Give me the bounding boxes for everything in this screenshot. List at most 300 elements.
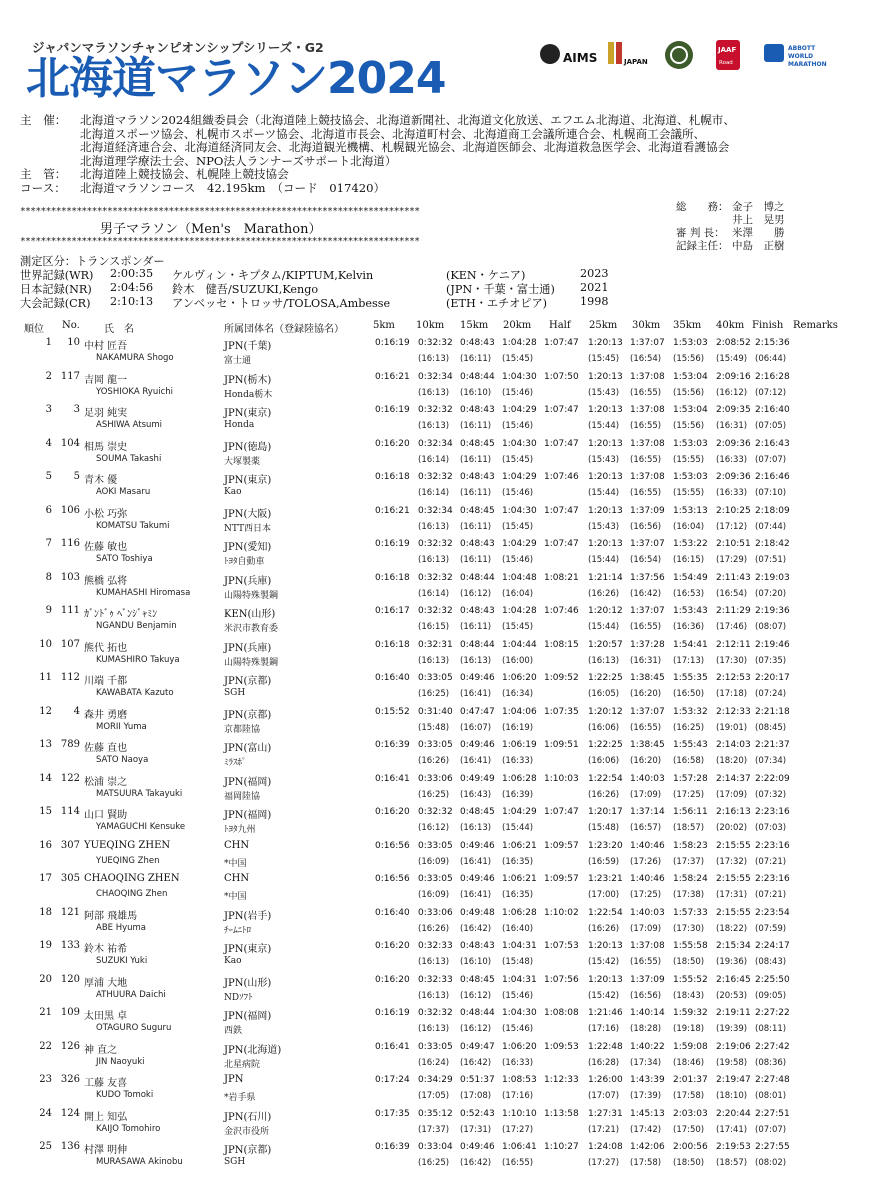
result-affiliation: JPN(東京) <box>224 944 272 955</box>
result-split: 0:33:06 <box>418 907 453 918</box>
result-lap: (16:14) <box>418 454 450 465</box>
result-romaji: KUMASHIRO Takuya <box>96 654 180 665</box>
aims-logo <box>540 44 597 65</box>
result-split: 2:09:36 <box>716 472 751 482</box>
record-time: 2:00:35 <box>110 267 154 280</box>
result-lap: (16:26) <box>418 923 450 934</box>
result-split: 1:40:22 <box>630 1041 665 1052</box>
result-lap: (16:15) <box>673 555 705 565</box>
result-romaji: OTAGURO Suguru <box>96 1023 172 1033</box>
result-split: 1:04:31 <box>502 974 537 985</box>
result-lap: (08:36) <box>755 1057 787 1068</box>
result-lap: (17:21) <box>588 1124 620 1135</box>
result-split: 1:57:28 <box>673 773 708 784</box>
result-lap: (16:13) <box>418 555 450 565</box>
result-split: 0:16:39 <box>375 1142 410 1152</box>
result-lap: (15:56) <box>673 354 705 364</box>
result-affiliation: CHN <box>224 873 250 884</box>
result-team: NTT西日本 <box>224 523 272 534</box>
result-lap: (17:29) <box>716 555 748 565</box>
column-header: No. <box>62 320 80 331</box>
result-rank: 17 <box>39 873 52 884</box>
result-name: 佐藤 敏也 <box>84 542 128 553</box>
result-lap: (07:07) <box>755 1124 787 1135</box>
result-lap: (17:25) <box>630 890 662 900</box>
result-split: 1:20:57 <box>588 639 623 650</box>
management-label: 主 管： <box>20 167 67 181</box>
result-split: 1:04:30 <box>502 505 537 516</box>
result-bib: 124 <box>60 1107 80 1119</box>
result-split: 2:20:17 <box>755 673 790 683</box>
column-header: 25km <box>589 320 618 331</box>
result-split: 1:24:08 <box>588 1142 623 1152</box>
result-split: 2:15:55 <box>716 907 751 918</box>
result-lap: (15:48) <box>588 823 620 833</box>
result-team: ﾄﾖﾀ自動車 <box>224 557 265 567</box>
result-affiliation: JPN(京都) <box>224 676 272 687</box>
result-bib: 326 <box>60 1074 80 1085</box>
result-split: 0:32:32 <box>418 572 453 583</box>
result-lap: (18:50) <box>673 957 705 967</box>
result-bib: 111 <box>60 605 80 616</box>
result-lap: (16:11) <box>460 622 492 632</box>
result-lap: (16:55) <box>630 488 662 498</box>
result-split: 0:33:05 <box>418 740 453 750</box>
result-lap: (15:42) <box>588 990 620 1001</box>
result-lap: (15:45) <box>588 354 620 364</box>
result-bib: 3 <box>73 404 80 415</box>
result-split: 0:16:56 <box>375 874 410 884</box>
result-split: 1:55:52 <box>673 974 708 985</box>
management-value: 北海道陸上競技協会、札幌陸上競技協会 <box>80 167 289 181</box>
result-lap: (07:21) <box>755 856 787 867</box>
result-lap: (16:05) <box>588 689 620 699</box>
result-split: 0:51:37 <box>460 1075 495 1085</box>
result-split: 2:01:37 <box>673 1075 708 1085</box>
result-bib: 305 <box>60 873 80 884</box>
result-split: 1:23:20 <box>588 840 623 851</box>
result-split: 2:15:55 <box>716 874 751 884</box>
result-split: 0:16:21 <box>375 371 410 382</box>
result-lap: (16:55) <box>630 387 662 398</box>
result-lap: (06:44) <box>755 354 787 364</box>
result-lap: (15:45) <box>502 622 534 632</box>
result-lap: (16:26) <box>588 923 620 934</box>
result-split: 2:27:22 <box>755 1008 790 1018</box>
result-split: 1:08:21 <box>544 572 579 583</box>
result-lap: (16:35) <box>502 890 534 900</box>
result-split: 1:37:08 <box>630 472 665 482</box>
logo-strip <box>538 38 858 74</box>
result-lap: (18:20) <box>716 756 748 766</box>
result-bib: 126 <box>60 1040 80 1052</box>
result-lap: (20:02) <box>716 823 748 833</box>
result-split: 1:20:13 <box>588 405 623 415</box>
result-romaji: NAKAMURA Shogo <box>96 353 174 363</box>
result-lap: (07:34) <box>755 756 787 766</box>
result-split: 1:04:30 <box>502 438 537 449</box>
result-name: 川端 千都 <box>84 676 128 687</box>
result-lap: (15:55) <box>673 454 705 465</box>
record-year: 2023 <box>580 267 609 280</box>
result-split: 2:14:37 <box>716 773 751 784</box>
result-split: 2:21:18 <box>755 706 790 717</box>
result-lap: (15:44) <box>588 488 620 498</box>
result-split: 1:06:21 <box>502 874 537 884</box>
result-lap: (16:39) <box>502 789 534 800</box>
result-split: 1:09:57 <box>544 840 579 851</box>
result-rank: 6 <box>45 504 52 516</box>
result-split: 1:38:45 <box>630 740 665 750</box>
host-line-4: 北海道理学療法士会、NPO法人ランナーズサポート北海道） <box>80 153 397 168</box>
result-affiliation: JPN(大阪) <box>224 508 272 520</box>
result-split: 2:19:06 <box>716 1041 751 1052</box>
record-time: 2:10:13 <box>110 295 154 308</box>
result-split: 0:32:32 <box>418 807 453 817</box>
result-split: 0:48:43 <box>460 539 495 549</box>
result-split: 2:09:16 <box>716 371 751 382</box>
record-country: (KEN・ケニア) <box>446 269 526 282</box>
result-rank: 9 <box>45 605 52 616</box>
result-name: 相馬 崇史 <box>84 441 128 453</box>
result-split: 1:09:57 <box>544 874 579 884</box>
result-lap: (16:10) <box>460 957 492 967</box>
result-split: 0:16:20 <box>375 438 410 449</box>
record-country: (ETH・エチオピア) <box>446 297 548 310</box>
result-split: 1:08:53 <box>502 1075 537 1085</box>
result-lap: (16:31) <box>716 421 748 431</box>
result-split: 2:19:11 <box>716 1008 751 1018</box>
result-lap: (18:28) <box>630 1024 662 1034</box>
result-lap: (16:00) <box>502 655 534 666</box>
result-split: 0:48:45 <box>460 505 495 516</box>
result-lap: (16:13) <box>418 521 450 532</box>
result-team: 西鉄 <box>224 1026 243 1036</box>
result-split: 0:47:47 <box>460 706 495 717</box>
result-lap: (17:50) <box>673 1124 705 1135</box>
result-bib: 5 <box>73 471 80 482</box>
result-lap: (19:01) <box>716 722 748 733</box>
result-name: 工藤 友喜 <box>84 1078 128 1089</box>
column-header: Half <box>549 320 571 331</box>
result-split: 0:49:47 <box>460 1041 495 1052</box>
official-name: 井上 晃男 <box>732 214 785 226</box>
result-lap: (16:13) <box>418 957 450 967</box>
column-header: Finish <box>752 320 784 331</box>
result-split: 0:32:34 <box>418 438 453 449</box>
result-lap: (08:45) <box>755 722 787 733</box>
result-lap: (16:57) <box>630 823 662 833</box>
result-split: 1:22:54 <box>588 907 623 918</box>
column-header: 15km <box>460 320 489 331</box>
result-bib: 117 <box>60 370 80 382</box>
result-split: 0:16:17 <box>375 606 410 616</box>
result-team: SGH <box>224 688 246 698</box>
result-split: 1:45:13 <box>630 1108 665 1119</box>
result-split: 0:48:45 <box>460 438 495 449</box>
result-split: 0:35:12 <box>418 1108 453 1119</box>
result-lap: (16:24) <box>418 1057 450 1068</box>
result-split: 1:40:14 <box>630 1008 665 1018</box>
result-lap: (15:45) <box>502 454 534 465</box>
result-split: 0:16:18 <box>375 572 410 583</box>
result-split: 1:07:35 <box>544 706 579 717</box>
result-lap: (08:11) <box>755 1024 787 1034</box>
svg-text:AIMS: AIMS <box>563 51 598 65</box>
result-romaji: YAMAGUCHI Kensuke <box>96 822 186 832</box>
result-split: 2:18:42 <box>755 539 790 549</box>
result-split: 2:09:36 <box>716 438 751 449</box>
result-lap: (16:13) <box>588 655 620 666</box>
result-split: 0:33:05 <box>418 1041 453 1052</box>
result-split: 0:32:32 <box>418 1008 453 1018</box>
result-split: 0:32:32 <box>418 338 453 348</box>
result-lap: (17:09) <box>716 789 748 800</box>
result-rank: 2 <box>45 370 52 382</box>
result-split: 2:16:46 <box>755 472 790 482</box>
result-split: 1:04:28 <box>502 338 537 348</box>
result-lap: (16:20) <box>630 756 662 766</box>
result-split: 1:04:06 <box>502 706 537 717</box>
result-split: 1:07:47 <box>544 338 579 348</box>
result-bib: 4 <box>73 705 80 717</box>
official-role: 記録主任： <box>676 240 729 252</box>
result-lap: (16:36) <box>673 622 705 632</box>
result-lap: (16:12) <box>418 823 450 833</box>
result-split: 0:48:45 <box>460 974 495 985</box>
result-split: 1:40:46 <box>630 874 665 884</box>
result-split: 1:37:09 <box>630 505 665 516</box>
result-split: 2:23:16 <box>755 840 790 851</box>
result-lap: (09:05) <box>755 990 787 1001</box>
result-split: 0:16:41 <box>375 773 410 784</box>
result-split: 1:37:08 <box>630 405 665 415</box>
record-label: 大会記録(CR) <box>20 297 91 310</box>
result-rank: 14 <box>39 772 52 784</box>
result-split: 0:48:43 <box>460 405 495 415</box>
result-romaji: MURASAWA Akinobu <box>96 1157 183 1167</box>
result-split: 2:27:55 <box>755 1142 790 1152</box>
result-romaji: ABE Hyuma <box>96 922 147 933</box>
race-title: 男子マラソン（Men's Marathon） <box>100 222 322 237</box>
result-lap: (15:55) <box>673 488 705 498</box>
result-split: 2:09:35 <box>716 405 751 415</box>
result-name: 神 直之 <box>84 1044 118 1056</box>
result-team: Honda栃木 <box>224 389 273 400</box>
result-lap: (16:25) <box>673 722 705 733</box>
result-split: 1:07:47 <box>544 539 579 549</box>
result-split: 1:57:33 <box>673 907 708 918</box>
result-lap: (16:12) <box>716 387 748 398</box>
result-split: 2:19:36 <box>755 606 790 616</box>
result-lap: (17:37) <box>418 1124 450 1135</box>
result-affiliation: JPN(山形) <box>224 977 272 989</box>
result-split: 1:10:02 <box>544 907 579 918</box>
result-split: 0:34:29 <box>418 1075 453 1085</box>
result-affiliation: JPN(徳島) <box>224 441 272 453</box>
result-lap: (16:19) <box>502 722 534 733</box>
result-lap: (08:02) <box>755 1158 787 1168</box>
result-split: 2:11:29 <box>716 606 751 616</box>
result-lap: (16:25) <box>418 689 450 699</box>
column-header: 30km <box>632 320 661 331</box>
result-lap: (17:05) <box>418 1091 450 1101</box>
result-split: 0:17:35 <box>375 1108 410 1119</box>
result-lap: (15:56) <box>673 421 705 431</box>
result-affiliation: JPN(京都) <box>224 1145 272 1156</box>
result-split: 0:32:32 <box>418 472 453 482</box>
result-rank: 15 <box>39 806 52 817</box>
result-split: 1:04:29 <box>502 472 537 482</box>
result-split: 0:49:49 <box>460 773 495 784</box>
result-split: 1:55:58 <box>673 941 708 951</box>
result-team: 北星病院 <box>224 1059 261 1070</box>
result-split: 2:27:48 <box>755 1075 790 1085</box>
result-lap: (15:42) <box>588 957 620 967</box>
result-lap: (16:12) <box>460 990 492 1001</box>
result-lap: (15:45) <box>502 354 534 364</box>
result-lap: (19:36) <box>716 957 748 967</box>
result-lap: (17:16) <box>502 1091 534 1101</box>
divider-stars-top: ****************************************************************************** <box>20 206 420 217</box>
result-lap: (16:11) <box>460 421 492 431</box>
result-lap: (15:48) <box>502 957 534 967</box>
result-split: 0:32:32 <box>418 539 453 549</box>
result-rank: 21 <box>39 1007 52 1018</box>
result-split: 2:27:51 <box>755 1108 790 1119</box>
result-split: 1:26:00 <box>588 1075 623 1085</box>
result-split: 0:33:04 <box>418 1142 453 1152</box>
result-split: 1:07:46 <box>544 606 579 616</box>
japan-logo <box>608 42 648 66</box>
result-team: Kao <box>224 956 242 966</box>
result-lap: (16:43) <box>460 789 492 800</box>
result-affiliation: JPN(東京) <box>224 408 272 419</box>
result-lap: (07:20) <box>755 588 787 599</box>
result-split: 1:20:13 <box>588 472 623 482</box>
result-lap: (17:46) <box>716 622 748 632</box>
official-name: 中島 正樹 <box>732 240 785 252</box>
result-split: 2:23:16 <box>755 807 790 817</box>
result-lap: (16:41) <box>460 756 492 766</box>
result-split: 2:21:37 <box>755 740 790 750</box>
result-split: 2:16:45 <box>716 974 751 985</box>
result-lap: (18:22) <box>716 923 748 934</box>
result-lap: (17:07) <box>588 1091 620 1101</box>
result-affiliation: JPN(福岡) <box>224 776 272 788</box>
result-romaji: MATSUURA Takayuki <box>96 788 183 799</box>
record-holder: 鈴木 健吾/SUZUKI,Kengo <box>172 283 319 296</box>
result-affiliation: JPN(兵庫) <box>224 642 272 654</box>
result-split: 1:20:12 <box>588 606 623 616</box>
result-split: 2:25:50 <box>755 974 790 985</box>
result-lap: (16:13) <box>418 990 450 1001</box>
result-lap: (16:58) <box>673 756 705 766</box>
result-split: 1:55:43 <box>673 740 708 750</box>
result-lap: (17:39) <box>630 1091 662 1101</box>
result-split: 1:53:13 <box>673 505 708 516</box>
result-rank: 8 <box>45 571 52 583</box>
result-split: 1:04:31 <box>502 941 537 951</box>
result-lap: (16:12) <box>460 1024 492 1034</box>
record-label: 日本記録(NR) <box>20 283 92 296</box>
result-bib: 307 <box>60 839 80 851</box>
result-rank: 20 <box>39 973 52 985</box>
result-rank: 7 <box>45 538 52 549</box>
result-split: 1:55:35 <box>673 673 708 683</box>
result-split: 1:10:27 <box>544 1142 579 1152</box>
result-split: 0:16:20 <box>375 807 410 817</box>
host-line-3: 北海道経済連合会、北海道経済同友会、北海道観光機構、札幌観光協会、北海道医師会、北海道救急医学会、北海道看護協会 <box>80 140 730 154</box>
result-romaji: ASHIWA Atsumi <box>96 420 163 430</box>
result-split: 1:07:47 <box>544 438 579 449</box>
result-lap: (07:44) <box>755 521 787 532</box>
result-lap: (18:10) <box>716 1091 748 1101</box>
result-lap: (16:04) <box>673 521 705 532</box>
result-split: 0:48:43 <box>460 606 495 616</box>
result-split: 2:19:47 <box>716 1075 751 1085</box>
result-name: 佐藤 直也 <box>84 743 128 754</box>
result-split: 1:20:13 <box>588 974 623 985</box>
result-romaji: SATO Naoya <box>96 755 149 765</box>
result-name: 厚浦 大地 <box>84 977 128 989</box>
result-lap: (16:41) <box>460 890 492 900</box>
result-lap: (17:26) <box>630 856 662 867</box>
result-split: 0:48:43 <box>460 941 495 951</box>
host-label: 主 催： <box>20 113 67 127</box>
result-lap: (16:26) <box>588 588 620 599</box>
result-split: 2:15:55 <box>716 840 751 851</box>
result-rank: 11 <box>39 672 52 683</box>
result-split: 1:21:14 <box>588 572 623 583</box>
result-lap: (16:11) <box>460 555 492 565</box>
result-split: 0:16:18 <box>375 472 410 482</box>
result-lap: (16:33) <box>716 488 748 498</box>
result-split: 1:56:11 <box>673 807 708 817</box>
column-header: 氏 名 <box>104 324 134 335</box>
result-split: 0:49:46 <box>460 1142 495 1152</box>
result-lap: (16:35) <box>502 856 534 867</box>
result-split: 1:54:41 <box>673 639 708 650</box>
result-split: 0:48:45 <box>460 807 495 817</box>
result-lap: (16:26) <box>588 789 620 800</box>
result-lap: (16:55) <box>630 622 662 632</box>
result-lap: (07:03) <box>755 823 787 833</box>
result-lap: (17:08) <box>460 1091 492 1101</box>
result-lap: (16:13) <box>418 655 450 666</box>
result-bib: 103 <box>60 571 80 583</box>
result-lap: (17:30) <box>716 655 748 666</box>
result-split: 0:32:32 <box>418 606 453 616</box>
result-lap: (17:25) <box>673 789 705 800</box>
result-lap: (07:21) <box>755 890 787 900</box>
result-lap: (16:09) <box>418 856 450 867</box>
result-split: 2:22:09 <box>755 773 790 784</box>
result-team: 大塚製薬 <box>224 456 261 467</box>
result-lap: (16:55) <box>630 421 662 431</box>
result-split: 2:20:44 <box>716 1108 751 1119</box>
result-lap: (16:54) <box>630 354 662 364</box>
result-split: 1:04:28 <box>502 606 537 616</box>
result-bib: 122 <box>60 772 80 784</box>
result-lap: (16:53) <box>673 588 705 599</box>
result-lap: (07:05) <box>755 421 787 431</box>
result-lap: (16:13) <box>418 421 450 431</box>
column-header: 所属団体名（登録陸協名） <box>224 324 344 335</box>
result-lap: (15:46) <box>502 1024 534 1034</box>
column-header: 順位 <box>24 324 44 335</box>
result-split: 2:03:03 <box>673 1108 708 1119</box>
